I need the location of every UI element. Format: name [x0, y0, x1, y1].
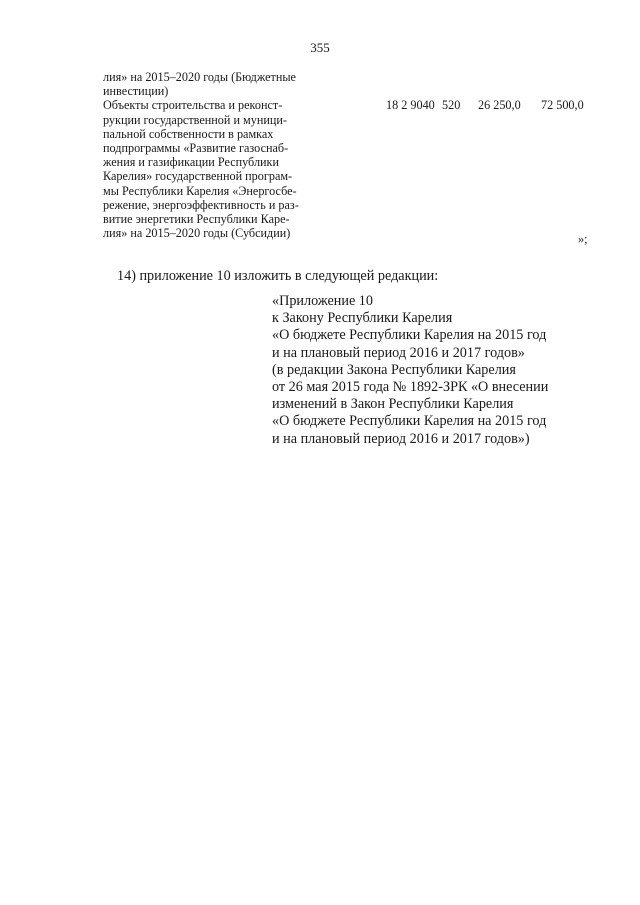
budget-code: 18 2 9040: [386, 98, 435, 112]
appendix-line: изменений в Закон Республики Карелия: [272, 396, 514, 413]
page-number: 355: [310, 40, 330, 55]
appendix-header: [272, 293, 548, 448]
appendix-line: и на плановый период 2016 и 2017 годов»): [272, 430, 530, 447]
table-line: подпрограммы «Развитие газоснаб-: [103, 141, 289, 156]
appendix-line: и на плановый период 2016 и 2017 годов»: [272, 344, 525, 361]
closing-quote: »;: [578, 232, 588, 246]
appendix-line: к Закону Республики Карелия: [272, 310, 453, 327]
amount-2016: 72 500,0: [541, 98, 584, 112]
table-line: Карелия» государственной програм-: [103, 169, 293, 184]
appendix-line: от 26 мая 2015 года № 1892-ЗРК «О внесении: [272, 379, 549, 396]
table-line: витие энергетики Республики Каре-: [103, 212, 290, 227]
appendix-line: «О бюджете Республики Карелия на 2015 год: [272, 327, 547, 344]
table-description: [103, 70, 318, 240]
table-line: инвестиции): [103, 84, 169, 99]
amendment-item: 14) приложение 10 изложить в следующей редакции:: [117, 268, 439, 284]
table-line: жения и газификации Республики: [103, 155, 279, 170]
table-line: режение, энергоэффективность и раз-: [103, 197, 299, 212]
appendix-line: «О бюджете Республики Карелия на 2015 год: [272, 413, 547, 430]
table-line: Объекты строительства и реконст-: [103, 98, 283, 113]
appendix-line: (в редакции Закона Республики Карелия: [272, 361, 516, 378]
expense-type-code: 520: [442, 98, 461, 112]
table-line: лия» на 2015–2020 годы (Бюджетные: [103, 70, 296, 84]
table-line: рукции государственной и муници-: [103, 112, 287, 127]
table-line: пальной собственности в рамках: [103, 126, 274, 141]
table-line: мы Республики Карелия «Энергосбе-: [103, 183, 297, 198]
amount-2015: 26 250,0: [478, 98, 521, 112]
appendix-line: «Приложение 10: [272, 293, 373, 309]
table-line: лия» на 2015–2020 годы (Субсидии): [103, 226, 291, 241]
